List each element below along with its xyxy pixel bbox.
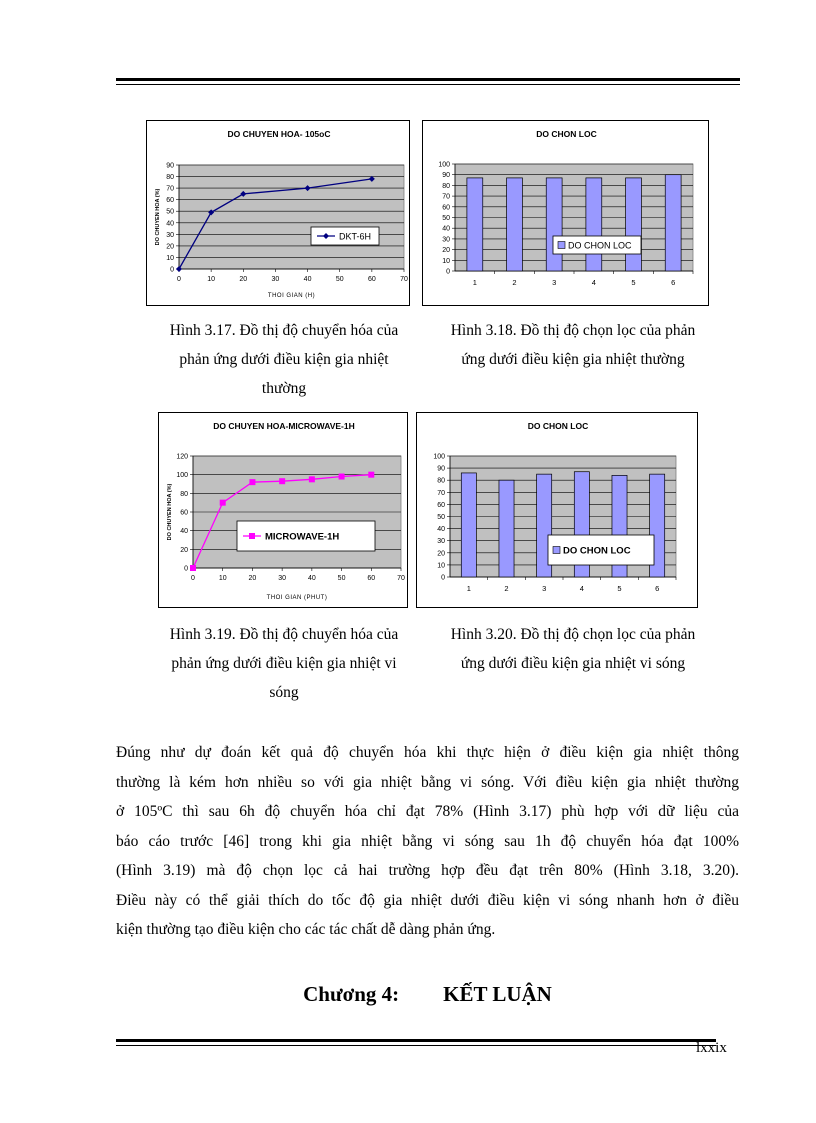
chapter-title: KẾT LUẬN: [443, 982, 552, 1006]
chart-svg: [159, 413, 409, 609]
data-point: [190, 565, 196, 571]
x-tick-label: 6: [655, 584, 660, 593]
y-tick-label: 30: [437, 538, 445, 546]
y-tick-label: 60: [442, 204, 450, 212]
y-tick-label: 10: [166, 254, 174, 262]
data-point: [368, 472, 374, 478]
plot-area: [179, 165, 404, 269]
y-tick-label: 100: [438, 161, 450, 169]
x-tick-label: 5: [617, 584, 622, 593]
bar: [507, 178, 523, 271]
data-point: [220, 500, 226, 506]
x-tick-label: 3: [542, 584, 547, 593]
y-tick-label: 0: [184, 565, 188, 573]
y-tick-label: 40: [437, 526, 445, 534]
chart-title: DO CHON LOC: [536, 129, 597, 139]
y-tick-label: 40: [166, 220, 174, 228]
x-tick-label: 1: [472, 278, 477, 287]
bar: [586, 178, 602, 271]
bar: [626, 178, 642, 271]
legend-label: DKT-6H: [339, 231, 372, 242]
y-tick-label: 10: [442, 257, 450, 265]
x-tick-label: 5: [631, 278, 636, 287]
y-tick-label: 30: [166, 231, 174, 239]
y-tick-label: 0: [446, 268, 450, 276]
y-tick-label: 70: [437, 489, 445, 497]
y-tick-label: 80: [442, 182, 450, 190]
y-tick-label: 20: [166, 243, 174, 251]
bar: [665, 175, 681, 271]
x-axis-label: THOI GIAN (PHUT): [266, 595, 328, 601]
y-tick-label: 80: [166, 174, 174, 182]
x-tick-label: 2: [504, 584, 509, 593]
paragraph-line: thường là kém hơn nhiều so với gia nhiệt bằng vi sóng. Với điều kiện gia nhiệt thường: [116, 773, 739, 791]
y-tick-label: 70: [166, 185, 174, 193]
data-point: [249, 479, 255, 485]
figure-3-20-caption: [420, 620, 726, 678]
y-tick-label: 90: [442, 172, 450, 180]
x-tick-label: 1: [466, 584, 471, 593]
y-tick-label: 50: [442, 215, 450, 222]
y-tick-label: 50: [437, 514, 445, 521]
x-tick-label: 40: [307, 575, 316, 582]
x-tick-label: 50: [337, 575, 346, 582]
caption-line: sóng: [269, 684, 299, 701]
x-tick-label: 2: [512, 278, 517, 287]
legend-label: DO CHON LOC: [563, 545, 631, 557]
x-tick-label: 70: [397, 575, 405, 582]
x-tick-label: 6: [671, 278, 676, 287]
y-tick-label: 60: [437, 501, 445, 509]
body-paragraph: [116, 738, 739, 945]
header-rule: [116, 78, 740, 81]
y-tick-label: 10: [437, 562, 445, 570]
x-tick-label: 3: [552, 278, 557, 287]
page-number: lxxix: [696, 1040, 727, 1056]
data-point: [309, 476, 315, 482]
legend-label: MICROWAVE-1H: [265, 531, 340, 543]
y-tick-label: 100: [433, 453, 445, 461]
y-tick-label: 20: [180, 546, 188, 554]
x-tick-label: 70: [400, 276, 408, 283]
figure-3-18-chart: [422, 120, 709, 306]
figure-3-19-caption: [124, 620, 444, 707]
x-tick-label: 50: [335, 276, 344, 283]
paragraph-line: (Hình 3.19) mà độ chọn lọc cả hai trường hợp đều đạt trên 80% (Hình 3.18, 3.20).: [116, 862, 739, 879]
y-tick-label: 30: [442, 236, 450, 244]
y-tick-label: 120: [176, 453, 188, 461]
x-tick-label: 30: [271, 276, 280, 283]
y-tick-label: 90: [166, 162, 174, 170]
figure-3-17-caption: [124, 316, 444, 403]
x-axis-label: THOI GIAN (H): [267, 293, 316, 299]
bar: [499, 480, 514, 577]
paragraph-line: ở 105ºC thì sau 6h độ chuyển hóa chỉ đạt 78% (Hình 3.17) phù hợp với dữ liệu của: [116, 803, 739, 820]
x-tick-label: 0: [177, 276, 181, 283]
y-tick-label: 100: [176, 472, 188, 480]
figure-3-18-caption: [420, 316, 726, 374]
x-tick-label: 60: [367, 276, 376, 283]
x-tick-label: 4: [591, 278, 596, 287]
caption-line: Hình 3.20. Đồ thị độ chọn lọc của phản: [450, 626, 696, 643]
caption-line: Hình 3.17. Đồ thị độ chuyển hóa của: [169, 322, 399, 339]
y-tick-label: 80: [437, 477, 445, 485]
caption-line: phản ứng dưới điều kiện gia nhiệt vi: [171, 655, 397, 672]
caption-line: Hình 3.18. Đồ thị độ chọn lọc của phản: [450, 322, 696, 339]
header-rule-thin: [116, 84, 740, 85]
y-tick-label: 0: [441, 574, 445, 582]
legend-marker: [249, 533, 255, 539]
caption-line: ứng dưới điều kiện gia nhiệt thường: [461, 351, 685, 368]
x-tick-label: 30: [278, 575, 287, 582]
data-point: [279, 478, 285, 484]
x-tick-label: 60: [367, 575, 376, 582]
y-tick-label: 40: [442, 225, 450, 233]
y-axis-label: DO CHUYEN HOA (%): [155, 188, 161, 246]
legend-label: DO CHON LOC: [568, 240, 632, 251]
footer-rule-thin: [116, 1045, 716, 1046]
y-tick-label: 20: [437, 550, 445, 558]
paragraph-line: kiện thường tạo điều kiện cho các tác chất dễ dàng phản ứng.: [116, 921, 496, 938]
y-tick-label: 70: [442, 193, 450, 201]
chapter-number: Chương 4:: [303, 982, 400, 1006]
chart-svg: [423, 121, 710, 307]
paragraph-line: Điều này có thể giải thích do tốc độ gia nhiệt dưới điều kiện vi sóng nhanh hơn ở điều: [116, 891, 739, 909]
x-tick-label: 10: [218, 575, 227, 582]
data-point: [339, 474, 345, 480]
x-tick-label: 0: [191, 575, 195, 582]
bar: [546, 178, 562, 271]
y-tick-label: 80: [180, 490, 188, 498]
chart-title: DO CHUYEN HOA- 105oC: [227, 129, 331, 139]
x-tick-label: 40: [303, 276, 312, 283]
chart-title: DO CHUYEN HOA-MICROWAVE-1H: [213, 421, 355, 431]
legend-marker: [553, 547, 560, 554]
figure-3-20-chart: [416, 412, 698, 608]
y-tick-label: 50: [166, 208, 174, 216]
caption-line: thường: [261, 380, 307, 397]
figure-3-17-chart: [146, 120, 410, 306]
caption-line: Hình 3.19. Đồ thị độ chuyển hóa của: [169, 626, 399, 643]
y-tick-label: 40: [180, 528, 188, 536]
footer-rule: [116, 1039, 716, 1042]
figure-3-19-chart: [158, 412, 408, 608]
chart-svg: [147, 121, 411, 307]
bar: [467, 178, 483, 271]
y-tick-label: 60: [180, 509, 188, 517]
chart-svg: [417, 413, 699, 609]
caption-line: ứng dưới điều kiện gia nhiệt vi sóng: [460, 655, 686, 672]
y-tick-label: 60: [166, 197, 174, 205]
x-tick-label: 10: [207, 276, 216, 283]
chapter-heading: [116, 982, 739, 1007]
bar: [461, 473, 476, 577]
paragraph-line: Đúng như dự đoán kết quả độ chuyển hóa khi thực hiện ở điều kiện gia nhiệt thông: [116, 744, 739, 761]
paragraph-line: báo cáo trước [46] trong khi gia nhiệt bằng vi sóng sau 1h độ chuyển hóa đạt 100%: [116, 832, 739, 850]
x-tick-label: 20: [248, 575, 257, 582]
x-tick-label: 4: [579, 584, 584, 593]
y-tick-label: 90: [437, 465, 445, 473]
y-tick-label: 0: [170, 266, 174, 274]
caption-line: phản ứng dưới điều kiện gia nhiệt: [179, 351, 389, 368]
legend-marker: [558, 242, 565, 249]
chart-title: DO CHON LOC: [527, 421, 589, 431]
y-axis-label: DO CHUYEN HOA (%): [167, 483, 173, 541]
x-tick-label: 20: [239, 276, 248, 283]
y-tick-label: 20: [442, 247, 450, 255]
